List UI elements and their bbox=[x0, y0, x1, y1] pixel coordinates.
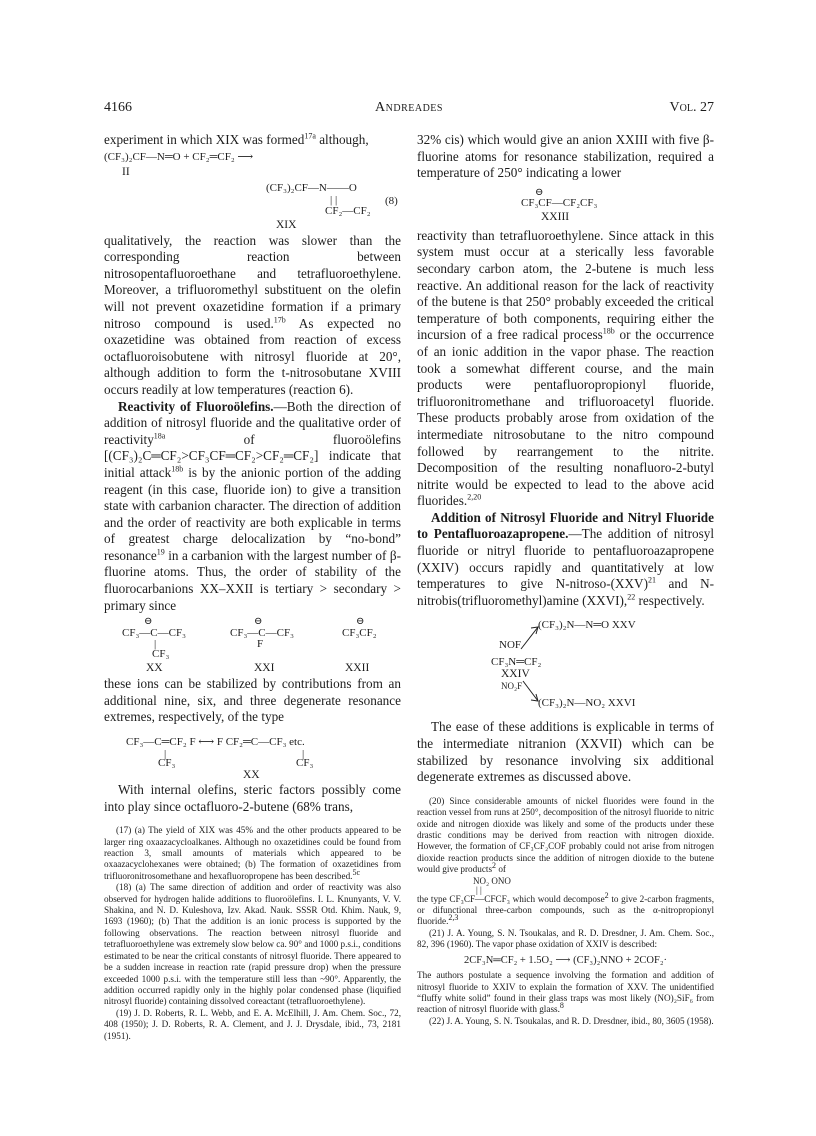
label-xx-resonance: XX bbox=[243, 769, 260, 782]
footnote-18: (18) (a) The same direction of addition and order of reactivity was also observed for hydrogen halide additions to fluoroölefins. I. L. Knunyants, V. V. Shakina, and N. D. Kuleshova, Izv. Akad. Nauk. SSSR Otd. Khim. Nauk, 9, 1693 (1960); (b) That the addition is an ionic process is supported by the following observations. The reaction between nitrosyl fluoride and tetrafluoroethylene was extremely slow below ca. 90° and 1000 p.s.i., conditions estimated to be near the critical constants of nitrosyl fluoride. There appeared to be a sudden increase in reaction rate (rapid pressure drop) when the pressure exceeded 1000 p.s.i. with the temperature still less than ~90°. Apparently, the addition occurred rapidly only in the highly polar condensed phase (liquified nitrosyl fluoride) containing dissolved coreactant (tetrafluoroethylene). bbox=[104, 882, 401, 1007]
reactant-xxiv: CF₃N═CF₂ bbox=[491, 656, 542, 669]
right-paragraph-3: The ease of these additions is explicable in terms of the intermediate nitranion (XXVII) which can be stabilized by resonance involving six additional degenerate extremes as discussed above. bbox=[417, 719, 714, 785]
carbanion-structures: ⊖ CF₃—C—CF₃ | CF₃ XX ⊖ CF₃—C—CF₃ F XXI ⊖ CF₃CF₂ XXII bbox=[122, 616, 377, 675]
nitrosyl-addition-scheme bbox=[417, 609, 714, 713]
left-column bbox=[104, 132, 401, 1042]
anion-xxii: CF₃CF₂ bbox=[342, 627, 377, 640]
anion-xx: CF₃—C—CF₃ bbox=[122, 627, 186, 640]
footnote-21-equation: 2CF₃N═CF₂ + 1.5O₂ ⟶ (CF₃)₂NNO + 2COF₂· bbox=[463, 954, 668, 966]
right-intro: 32% cis) which would give an anion XXIII with five β-fluorine atoms for resonance stabilization, required a temperature of 250° indicating a lower bbox=[417, 132, 714, 181]
label-xxiii: XXIII bbox=[541, 210, 570, 223]
page-number: 4166 bbox=[104, 100, 132, 115]
label-xix: XIX bbox=[276, 218, 297, 231]
right-paragraph-2: Addition of Nitrosyl Fluoride and Nitryl Fluoride to Pentafluoroazapropene.—The addition of nitrosyl fluoride or nitryl fluoride to pentafluoroazapropene (XXIV) occurs rapidly and quantitatively at low temperatures to give N-nitroso-(XXV)$^{21}$ and N-nitrobis(trifluoromethyl)amine (XXVI),$^{22}$ respectively. bbox=[417, 509, 714, 608]
footnote-20: (20) Since considerable amounts of nickel fluorides were found in the reaction vessel from runs at 250°, decomposition of the nitrosyl fluoride to nitric oxide and nitrogen dioxide was likely and some of the products under these drastic conditions may be derived from reaction with nitrogen dioxide. However, the formation of CF₃CF₂COF probably could not arise from nitrogen dioxide reaction products since the addition of nitrogen dioxide to the butene would give products$^2$ of bbox=[417, 795, 714, 875]
footnote-21: (21) J. A. Young, S. N. Tsoukalas, and R. D. Dresdner, J. Am. Chem. Soc., 82, 396 (1960). The vapor phase oxidation of XXIV is described: bbox=[417, 927, 714, 950]
product-xxvi: (CF₃)₂N—NO₂ XXVI bbox=[538, 697, 636, 710]
anion-xxiii: ⊖ CF₃CF—CF₂CF₃ XXIII bbox=[521, 186, 598, 223]
page-header bbox=[104, 100, 714, 120]
footnote-19: (19) J. D. Roberts, R. L. Webb, and E. A. McElhill, J. Am. Chem. Soc., 72, 408 (1950); J. D. Roberts, R. A. Clement, and J. J. Drysdale, ibid., 73, 2181 (1951). bbox=[104, 1007, 401, 1041]
left-paragraph-2: Reactivity of Fluoroölefins.—Both the direction of addition of nitrosyl fluoride and the qualitative order of reactivity$^{18a}$ of fluoroölefins [(CF₃)₂C═CF₂>CF₃CF═CF₂>CF₂═CF₂] indicate that initial attack$^{18b}$ is by the anionic portion of the adding reagent (in this case, fluoride ion) to give a transition state with carbanion character. The direction of addition and the order of reactivity are both explicable in terms of greatest charge delocalization by “no-bond” resonance$^{19}$ in a carbanion with the largest number of β-fluorine atoms. Thus, the order of stability of the fluorocarbanions XX–XXII is tertiary > secondary > primary since bbox=[104, 398, 402, 613]
footnote-22: (22) J. A. Young, S. N. Tsoukalas, and R. D. Dresdner, ibid., 80, 3605 (1958). bbox=[429, 1015, 714, 1026]
label-xxii: XXII bbox=[345, 662, 370, 675]
reaction-8-reactants: (CF₃)₂CF—N═O + CF₂═CF₂ ⟶ bbox=[104, 150, 254, 163]
section-heading-addition: Addition of Nitrosyl Fluoride and Nitryl Fluoride to Pentafluoroazapropene. bbox=[417, 509, 714, 542]
right-paragraph-1: reactivity than tetrafluoroethylene. Since attack in this system must occur at a sterically less favorable secondary carbon atom, the 2-butene is much less reactive. An additional reason for the lack of reactivity of the butene is that 250° probably exceeded the critical temperature of both components, requiring either the incursion of a free radical process$^{18b}$ or the occurrence of an ionic addition in the vapor phase. The reaction took a somewhat different course, and the main products were pentafluoropropionyl fluoride, trifluoronitromethane and trifluoroacetyl fluoride. These products probably arose from oxidation of the intermediate nitrosobutane to the nitro compound followed by rearrangement to the nitrite. Decomposition of the resulting nonafluoro-2-butyl nitrite would be expected to lead to the above acid fluorides.$^{2,20}$ bbox=[417, 227, 714, 509]
xix-top-line: (CF₃)₂CF—N——O bbox=[266, 181, 357, 194]
left-intro: experiment in which XIX was formed$^{17a}$ although, bbox=[104, 131, 369, 147]
product-xxv: (CF₃)₂N—N═O XXV bbox=[538, 619, 636, 632]
resonance-line: CF₃—C═CF₂ F ⟷ F CF₂═C—CF₃ etc. bbox=[126, 736, 305, 749]
section-heading-reactivity: Reactivity of Fluoroölefins. bbox=[118, 398, 274, 414]
label-ii: II bbox=[122, 165, 130, 178]
left-paragraph-3: these ions can be stabilized by contributions from an additional nine, six, and three degenerate resonance extremes, respectively, of the type bbox=[104, 676, 401, 725]
right-column bbox=[417, 132, 714, 1027]
xix-bonds: | | bbox=[330, 193, 338, 206]
volume-label: Vol. 27 bbox=[669, 100, 714, 115]
label-xxiv: XXIV bbox=[501, 668, 530, 681]
reaction-8-scheme bbox=[104, 149, 401, 233]
reaction-arrows bbox=[517, 623, 543, 709]
anion-xxi: CF₃—C—CF₃ bbox=[230, 627, 294, 640]
equation-number-8: (8) bbox=[385, 194, 398, 207]
left-paragraph-4: With internal olefins, steric factors possibly come into play since octafluoro-2-butene (68% trans, bbox=[104, 782, 401, 814]
label-xxi: XXI bbox=[254, 662, 275, 675]
reagent-nof: NOF bbox=[499, 639, 522, 652]
right-footnotes: (20) Since considerable amounts of nickel fluorides were found in the reaction vessel from runs at 250°, decomposition of the nitrosyl fluoride to nitric oxide and nitrogen dioxide was likely and some of the products under these drastic conditions may be derived from reaction with nitrogen dioxide. However, the formation of CF₃CF₂COF probably could not arise from nitrogen dioxide reaction products since the addition of nitrogen dioxide to the butene would give products$^2$ of NO₂ ONO | | the type CF₃CF—CFCF₃ which would decompose$^2$ to give 2-carbon fragments, or difunctional three-carbon compounds, such as the α-nitropropionyl fluoride.$^{2,3}$ (21) J. A. Young, S. N. Tsoukalas, and R. D. Dresdner, J. Am. Chem. Soc., 82, 396 (1960). The vapor phase oxidation of XXIV is described: 2CF₃N═CF₂ + 1.5O₂ ⟶ (CF₃)₂NNO + 2COF₂· The authors postulate a sequence involving the formation and addition of nitrosyl fluoride to XXIV to explain the formation of XXV. The unidentified “fluffy white solid” found in their glass traps was most likely (NO)₂SiF₆ from reaction of nitrosyl fluoride with glass.$^8$ (22) J. A. Young, S. N. Tsoukalas, and R. D. Dresdner, ibid., 80, 3605 (1958). bbox=[417, 795, 714, 1026]
ref-17a: 17a bbox=[304, 131, 316, 141]
anion-xxiii-formula: CF₃CF—CF₂CF₃ bbox=[521, 196, 598, 209]
xix-bottom-line: CF₂—CF₂ bbox=[325, 204, 371, 217]
footnote-17: (17) (a) The yield of XIX was 45% and the other products appeared to be larger ring oxaazacycloalkanes. Although no oxazetidines could be found from reaction 3, small amounts of materials which appeared to be oxaazacyclohexanes were obtained; (b) The formation of oxazetidines from trifluoronitrosomethane and hexafluoropropene has been described.$^{5c}$ bbox=[104, 825, 401, 881]
reagent-no2f: NO₂F bbox=[501, 681, 523, 692]
running-head-author: Andreades bbox=[375, 100, 443, 115]
left-footnotes bbox=[104, 825, 401, 1042]
resonance-extremes-xx: CF₃—C═CF₂ F ⟷ F CF₂═C—CF₃ etc. | CF₃ | CF₃ XX bbox=[126, 736, 314, 782]
label-xx: XX bbox=[146, 662, 163, 675]
left-paragraph-1: qualitatively, the reaction was slower than the corresponding reaction between nitrosopentafluoroethane and tetrafluoroethylene. Moreover, a trifluoromethyl substituent on the olefin will not prevent oxazetidine formation if a primary nitroso compound is used.$^{17b}$ As expected no oxazetidine was obtained from reaction of excess octafluoroisobutene with nitrosyl fluoride at 20°, although addition to form the t-nitrosobutane XVIII occurs readily at low temperatures (reaction 6). bbox=[104, 232, 401, 397]
